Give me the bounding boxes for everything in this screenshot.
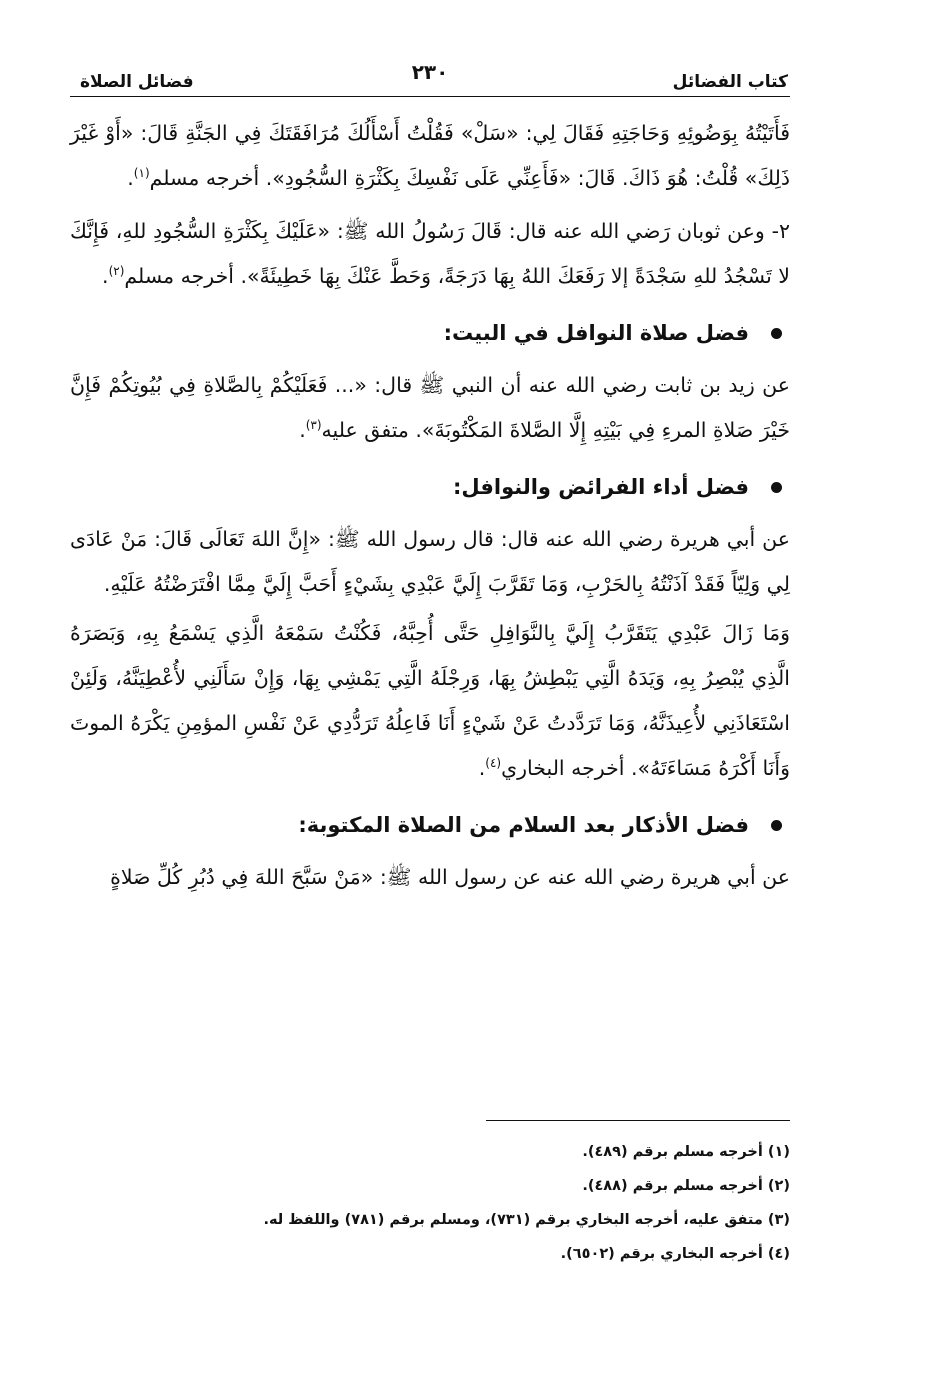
footnote-2: (٢) أخرجه مسلم برقم (٤٨٨). <box>582 1178 790 1194</box>
section-heading-adhkar <box>70 805 790 845</box>
footnote-ref-4[interactable]: (٤) <box>485 756 502 771</box>
bullet-icon <box>771 328 782 339</box>
hadith-number-2: ٢- <box>771 219 790 243</box>
section-2-paragraph-a <box>70 517 790 607</box>
section-heading-home-prayer <box>70 313 790 353</box>
section-3-text: عن أبي هريرة رضي الله عنه عن رسول الله ﷺ: «مَنْ سَبَّحَ اللهَ فِي دُبُرِ كُلِّ صَلاةٍ <box>110 865 790 889</box>
book-page <box>70 60 790 1350</box>
footnote-separator <box>486 1120 790 1121</box>
section-1-text: عن زيد بن ثابت رضي الله عنه أن النبي ﷺ قال: «... فَعَلَيْكُمْ بِالصَّلاةِ فِي بُيُوتِكُمْ فَإِنَّ خَيْرَ صَلاةِ المرءِ فِي بَيْتِهِ إِلَّا الصَّلاةَ المَكْتُوبَةَ». متفق عليه <box>70 373 790 442</box>
footnote-3: (٣) متفق عليه، أخرجه البخاري برقم (٧٣١)، ومسلم برقم (٧٨١) واللفظ له. <box>263 1212 790 1228</box>
section-heading-text: فضل صلاة النوافل في البيت: <box>443 320 749 345</box>
section-2-text-b: وَمَا زَالَ عَبْدِي يَتَقَرَّبُ إِلَيَّ بِالنَّوَافِلِ حَتَّى أُحِبَّهُ، فَكُنْتُ سَمْعَهُ الَّذِي يَسْمَعُ بِهِ، وَبَصَرَهُ الَّذِي يُبْصِرُ بِهِ، وَيَدَهُ الَّتِي يَبْطِشُ بِهَا، وَرِجْلَهُ الَّتِي يَمْشِي بِهَا، وَإِنْ سَأَلَنِي لأُعْطِيَنَّهُ، وَلَئِنْ اسْتَعَاذَنِي لأُعِيذَنَّهُ، وَمَا تَرَدَّدتُ عَنْ شَيْءٍ أَنَا فَاعِلُهُ تَرَدُّدِي عَنْ نَفْسِ المؤمِنِ يَكْرَهُ الموتَ وَأَنَا أَكْرَهُ مَسَاءَتَهُ». أخرجه البخاري <box>70 621 790 780</box>
section-2-end: . <box>478 756 486 780</box>
paragraph-2-end: . <box>102 264 109 288</box>
paragraph-2 <box>70 209 790 299</box>
paragraph-1-end: . <box>127 166 134 190</box>
section-2-paragraph-b <box>70 611 790 791</box>
book-title: كتاب الفضائل <box>672 72 788 92</box>
running-header <box>70 60 790 97</box>
section-1-end: . <box>299 418 306 442</box>
section-heading-text: فضل الأذكار بعد السلام من الصلاة المكتوبة: <box>298 812 749 837</box>
footnote-ref-2[interactable]: (٢) <box>108 264 125 279</box>
chapter-title: فضائل الصلاة <box>80 72 194 92</box>
bullet-icon <box>771 482 782 493</box>
footnotes <box>70 1135 790 1271</box>
section-1-paragraph <box>70 363 790 453</box>
section-3-paragraph <box>70 855 790 900</box>
paragraph-2-text: وعن ثوبان رَضي الله عنه قال: قَالَ رَسُولُ الله ﷺ: «عَلَيْكَ بِكَثْرَةِ السُّجُودِ للهِ، فَإِنَّكَ لا تَسْجُدُ للهِ سَجْدَةً إلا رَفَعَكَ اللهُ بِهَا دَرَجَةً، وَحَطَّ عَنْكَ بِهَا خَطِيئَةً». أخرجه مسلم <box>70 219 790 288</box>
section-2-text-a: عن أبي هريرة رضي الله عنه قال: قال رسول الله ﷺ: «إِنَّ اللهَ تَعَالَى قَالَ: مَنْ عَادَى لِي وَلِيّاً فَقَدْ آذَنْتُهُ بِالحَرْبِ، وَمَا تَقَرَّبَ إِلَيَّ عَبْدِي بِشَيْءٍ أَحَبَّ إِلَيَّ مِمَّا افْتَرَضْتُهُ عَلَيْهِ. <box>70 527 790 596</box>
footnote-ref-1[interactable]: (١) <box>133 166 150 181</box>
bullet-icon <box>771 820 782 831</box>
paragraph-1 <box>70 111 790 201</box>
footnote-ref-3[interactable]: (٣) <box>305 418 322 433</box>
paragraph-1-text: فَأَتَيْتُهُ بِوَضُوئِهِ وَحَاجَتِهِ فَقَالَ لِي: «سَلْ» فَقُلْتُ أَسْأَلُكَ مُرَافَقَتَكَ فِي الجَنَّةِ قَالَ: «أَوْ غَيْرَ ذَلِكَ» قُلْتُ: هُوَ ذَاكَ. قَالَ: «فَأَعِنِّي عَلَى نَفْسِكَ بِكَثْرَةِ السُّجُودِ». أخرجه مسلم <box>70 121 790 190</box>
footnote-1: (١) أخرجه مسلم برقم (٤٨٩). <box>582 1144 790 1160</box>
section-heading-text: فضل أداء الفرائض والنوافل: <box>453 474 749 499</box>
main-text <box>70 111 790 900</box>
section-heading-obligations <box>70 467 790 507</box>
page-number: ٢٣٠ <box>411 60 449 84</box>
footnote-4: (٤) أخرجه البخاري برقم (٦٥٠٢). <box>560 1246 790 1262</box>
